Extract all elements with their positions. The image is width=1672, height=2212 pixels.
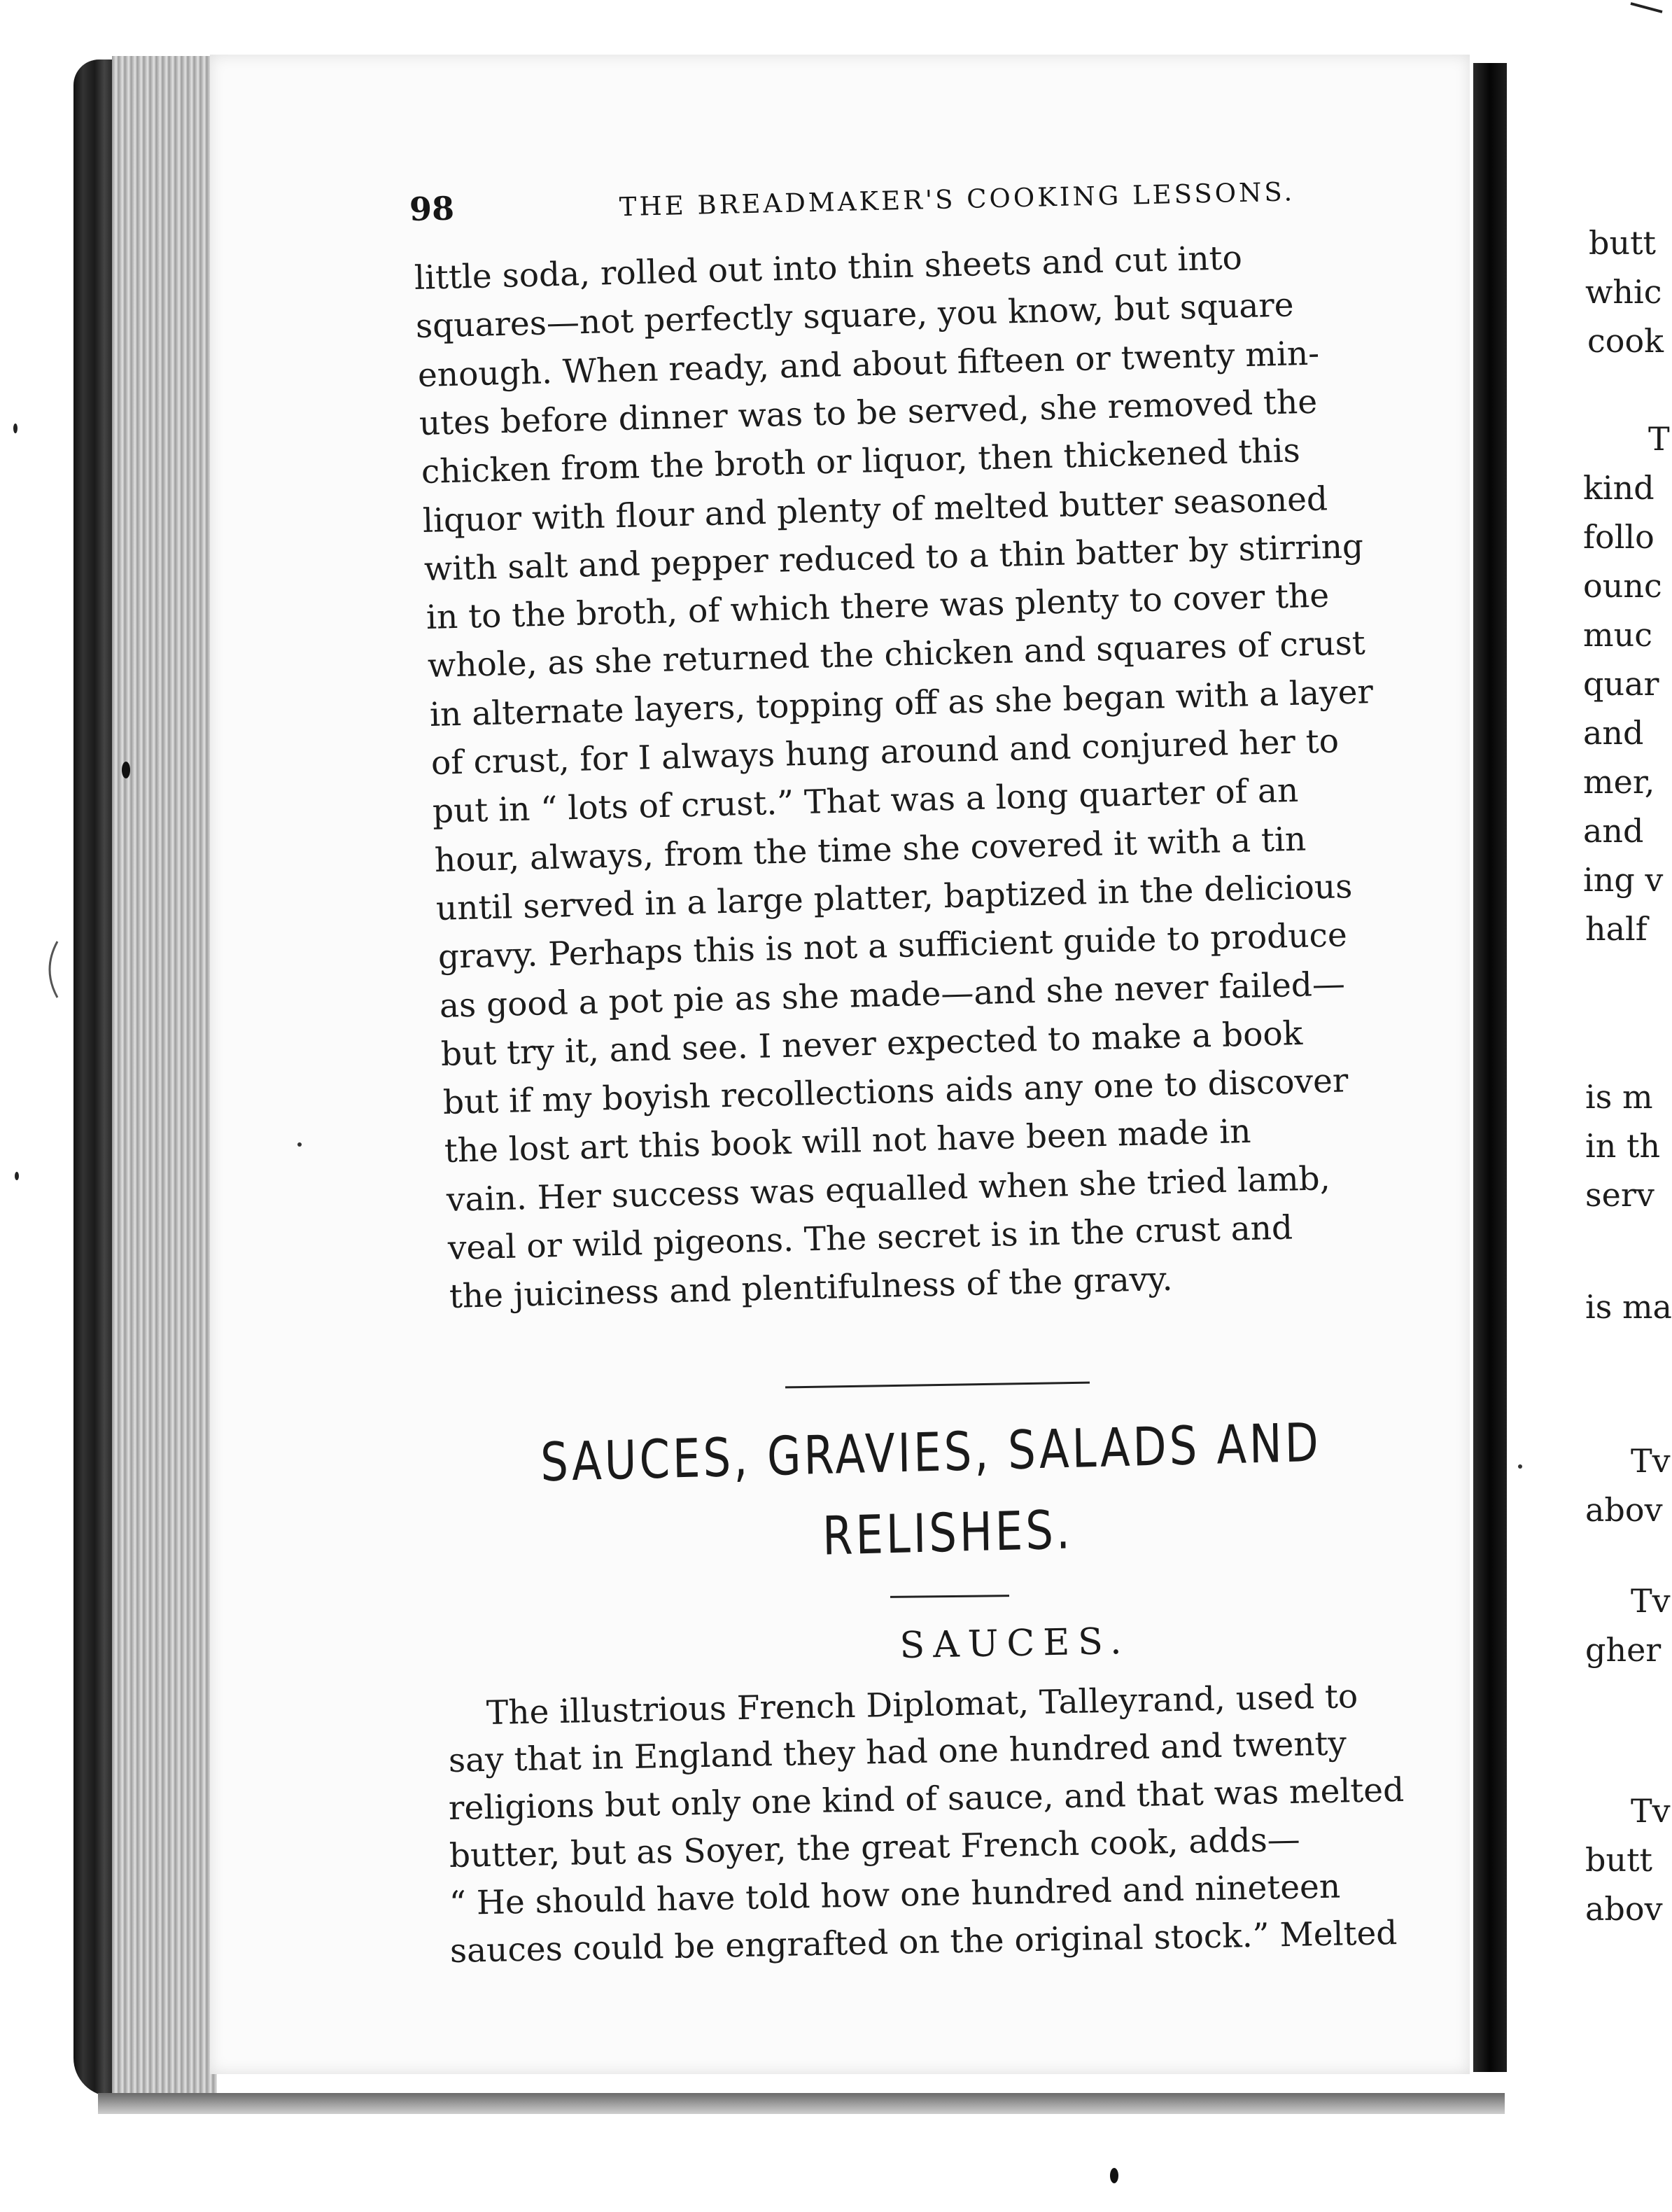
facing-page-fragment: quar (1583, 665, 1659, 703)
body-line: chicken from the broth or liquor, then thickened this (420, 431, 1300, 492)
facing-page-fragment: mer, (1583, 763, 1655, 801)
speck (297, 1142, 302, 1147)
body-line: liquor with flour and plenty of melted butter seasoned (422, 479, 1328, 540)
facing-page-fragment: T (1648, 420, 1670, 458)
speck (13, 424, 17, 433)
facing-page-fragment: whic (1585, 273, 1662, 311)
body-line: whole, as she returned the chicken and squares of crust (427, 624, 1366, 686)
facing-page-fragment: Tv (1631, 1582, 1671, 1620)
sauces-line: “ He should have told how one hundred and nineteen (449, 1867, 1341, 1923)
facing-page-fragment: gher (1585, 1631, 1662, 1669)
body-line: of crust, for I always hung around and conjured her to (430, 722, 1340, 783)
facing-page-fragment: Tv (1631, 1442, 1671, 1480)
facing-page-fragment: abov (1585, 1491, 1663, 1529)
facing-page-fragment: butt (1589, 224, 1657, 262)
body-line: but if my boyish recollections aids any one to discover (442, 1061, 1349, 1123)
body-line: put in “ lots of crust.” That was a long quarter of an (432, 771, 1300, 832)
facing-page-fragment: butt (1585, 1841, 1653, 1879)
section-title-line2: RELISHES. (822, 1498, 1074, 1567)
body-line: little soda, rolled out into thin sheets and cut into (414, 239, 1243, 298)
body-line: but try it, and see. I never expected to make a book (440, 1014, 1304, 1074)
facing-page-fragment: kind (1583, 469, 1655, 507)
body-line: vain. Her success was equalled when she tried lamb, (445, 1158, 1330, 1219)
body-line: in to the broth, of which there was plenty to cover the (426, 576, 1330, 638)
facing-page-fragment: serv (1585, 1176, 1655, 1214)
body-line: the lost art this book will not have been made in (444, 1112, 1252, 1171)
sauces-line: butter, but as Soyer, the great French cook, adds— (448, 1820, 1300, 1875)
facing-page-fragment: ing v (1583, 861, 1664, 899)
speck (15, 1172, 19, 1180)
facing-page-fragment: and (1583, 812, 1644, 850)
body-line: the juiciness and plentifulness of the gravy. (449, 1260, 1174, 1317)
body-line: as good a pot pie as she made—and she never failed— (439, 964, 1346, 1026)
body-line: enough. When ready, and about fifteen or twenty min- (417, 334, 1320, 395)
facing-page-fragment: is m (1585, 1078, 1653, 1116)
facing-page-fragment: abov (1585, 1890, 1663, 1928)
sauces-subtitle: SAUCES. (899, 1620, 1131, 1667)
running-head-title: THE BREADMAKER'S COOKING LESSONS. (619, 176, 1295, 223)
speck (1518, 1464, 1522, 1469)
sauces-line: religions but only one kind of sauce, and that was melted (448, 1770, 1405, 1828)
sauces-line: sauces could be engrafted on the original stock.” Melted (449, 1914, 1398, 1970)
sauces-line: The illustrious French Diplomat, Talleyrand, used to (486, 1677, 1358, 1732)
speck (50, 941, 57, 997)
facing-page-fragment: and (1583, 714, 1644, 752)
facing-page-fragment: cook (1587, 322, 1664, 360)
body-line: gravy. Perhaps this is not a sufficient guide to produce (437, 916, 1347, 977)
facing-page-fragment: is ma (1585, 1288, 1672, 1326)
facing-page-fragment: ounc (1583, 567, 1662, 605)
facing-page-fragment: follo (1583, 518, 1655, 556)
body-line: utes before dinner was to be served, she removed the (419, 382, 1318, 443)
facing-page-fragment: half (1585, 910, 1648, 948)
body-line: with salt and pepper reduced to a thin batter by stirring (423, 527, 1364, 589)
speck (1631, 4, 1662, 12)
page-number: 98 (409, 189, 455, 228)
body-line: veal or wild pigeons. The secret is in the crust and (447, 1208, 1293, 1268)
body-line: hour, always, from the time she covered it with a tin (434, 820, 1307, 880)
facing-page-fragment: muc (1583, 616, 1653, 654)
section-title-line1: SAUCES, GRAVIES, SALADS AND (540, 1410, 1322, 1494)
sauces-line: say that in England they had one hundred and twenty (447, 1724, 1347, 1780)
speck (122, 762, 130, 778)
body-line: until served in a large platter, baptized in the delicious (435, 867, 1354, 928)
facing-page-fragment: Tv (1631, 1792, 1671, 1830)
speck (1110, 2168, 1118, 2183)
body-line: in alternate layers, topping off as she began with a layer (428, 672, 1374, 734)
body-line: squares—not perfectly square, you know, but square (415, 286, 1295, 346)
facing-page-fragment: in th (1585, 1127, 1661, 1165)
